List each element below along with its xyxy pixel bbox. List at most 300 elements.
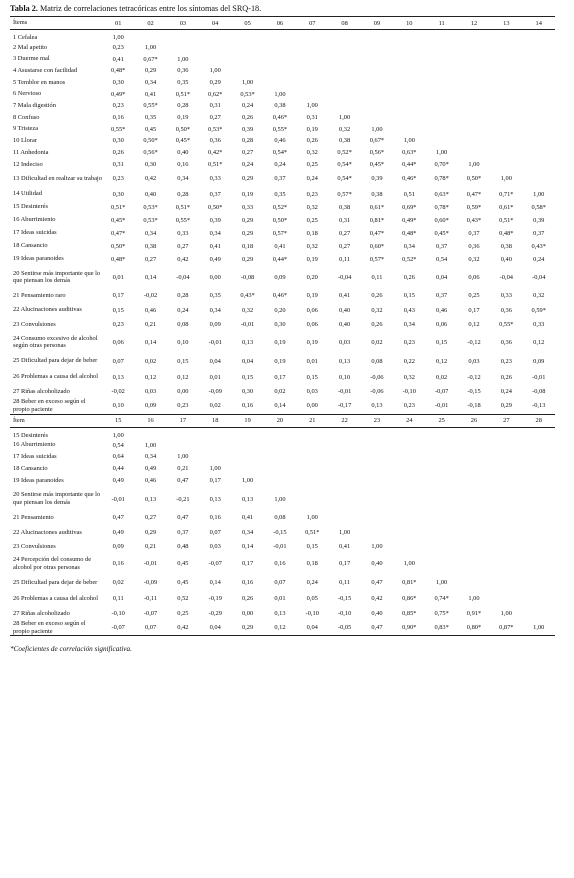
correlation-cell: 0,45 [177,560,189,568]
row-label: 10 Llorar [13,137,37,145]
correlation-cell [231,42,263,54]
correlation-cell: 0,19 [306,125,318,133]
correlation-cell: 0,00 [177,388,189,396]
column-header: 17 [179,417,187,425]
correlation-cell: 0,07 [274,579,286,587]
table-row [10,65,555,77]
correlation-cell [425,88,457,100]
correlation-cell: 0,16 [209,514,221,522]
correlation-cell: 0,10 [112,402,124,410]
correlation-cell: 0,21 [177,464,189,472]
column-header: 26 [470,417,478,425]
correlation-cell: 0,23 [403,338,415,346]
correlation-cell: 0,30 [274,321,286,329]
correlation-cell: 0,67* [369,137,385,145]
correlation-cell: 0,19 [274,357,286,365]
correlation-cell: 0,45* [111,216,126,224]
correlation-cell: 0,47* [466,190,482,198]
correlation-cell [393,42,425,54]
correlation-cell: 0,24 [177,306,189,314]
correlation-cell [264,65,296,77]
table-caption [10,3,568,16]
correlation-cell: 0,25 [177,609,189,617]
correlation-cell: 0,28 [241,137,254,145]
correlation-cell: 0,49 [144,464,157,472]
correlation-cell [296,53,328,65]
table-row [10,227,555,240]
table-row [10,591,555,607]
column-header: 16 [147,417,154,425]
column-header: 14 [535,19,542,27]
correlation-cell: 0,54* [337,160,352,168]
correlation-cell [361,487,393,511]
correlation-cell: 0,11 [339,579,351,587]
correlation-cell [264,463,296,475]
correlation-cell: 0,23 [112,43,124,51]
correlation-cell: 0,80* [466,624,482,632]
correlation-cell: 0,12 [274,624,286,632]
correlation-cell [523,591,556,607]
correlation-cell: 1,00 [209,67,221,75]
correlation-cell [523,525,556,540]
correlation-cell: 0,51* [175,90,191,98]
correlation-cell [328,511,360,525]
table-row [10,553,555,575]
correlation-cell: 0,12 [144,373,157,381]
correlation-cell: 0,50* [111,242,126,250]
correlation-cell [199,451,231,463]
correlation-cell: 0,06 [306,306,318,314]
correlation-cell: 0,46 [144,306,157,314]
correlation-cell [296,77,328,89]
correlation-cell: 0,12 [533,338,545,346]
correlation-cell: 0,17 [468,306,480,314]
correlation-cell [490,439,522,451]
correlation-cell [393,463,425,475]
row-label: 15 Desinterés [13,431,48,439]
correlation-cell: 0,26 [500,373,512,381]
column-header: 11 [438,19,445,27]
row-label: 14 Utilidad [13,190,42,198]
column-header: 05 [244,19,251,27]
column-header: 22 [341,417,348,425]
table-row [10,525,555,540]
correlation-cell: 0,47 [177,514,189,522]
correlation-cell [296,42,328,54]
correlation-cell: 0,46* [402,175,417,183]
correlation-cell: 0,18 [306,560,318,568]
correlation-cell: 0,08 [371,357,383,365]
correlation-cell [425,511,457,525]
correlation-cell: 0,11 [371,273,383,281]
correlation-cell: 0,37 [177,528,189,536]
correlation-cell: 0,70* [434,160,449,168]
correlation-cell [199,427,231,439]
correlation-cell [458,135,490,147]
correlation-cell: 0,24 [306,175,318,183]
correlation-cell [425,77,457,89]
correlation-cell [199,439,231,451]
correlation-cell [231,53,263,65]
column-header: 03 [179,19,187,27]
correlation-cell: 0,52 [177,595,189,603]
correlation-cell [361,112,393,124]
table-row [10,398,555,414]
table-row [10,318,555,331]
correlation-cell: 0,38 [500,242,512,250]
correlation-cell [264,427,296,439]
correlation-cell: 0,41 [144,90,157,98]
correlation-cell [296,487,328,511]
correlation-cell: 0,15 [436,338,448,346]
correlation-cell: 0,33 [500,292,512,300]
correlation-cell: -0,15 [273,528,287,536]
table-title: Matriz de correlaciones tetracóricas entre los síntomas del SRQ-18. [37,4,262,13]
correlation-cell: 0,11 [112,595,124,603]
correlation-cell [523,451,556,463]
correlation-cell: 1,00 [468,160,480,168]
correlation-cell: 0,31 [209,102,221,110]
correlation-cell [425,427,457,439]
correlation-cell: 0,14 [241,542,254,550]
correlation-cell: -0,07 [143,609,158,617]
correlation-cell: 0,24 [500,388,512,396]
correlation-cell: 0,32 [339,125,351,133]
correlation-cell: 0,34 [209,229,221,237]
correlation-cell [393,487,425,511]
correlation-cell: 0,42 [144,175,157,183]
correlation-cell: 1,00 [371,542,383,550]
correlation-cell [458,42,490,54]
correlation-cell: 0,49* [111,90,126,98]
correlation-cell: 0,43* [240,292,255,300]
correlation-cell [393,100,425,112]
correlation-cell: 0,39 [371,175,383,183]
correlation-cell: 0,41 [112,55,124,63]
correlation-cell: 0,16 [241,579,254,587]
correlation-table [10,16,555,636]
table-row [10,253,555,266]
correlation-cell [490,511,522,525]
correlation-cell: 0,53* [240,90,255,98]
correlation-cell [523,575,556,591]
correlation-cell [231,427,263,439]
column-header: 12 [470,19,478,27]
correlation-cell: 0,42 [371,595,383,603]
correlation-cell [458,30,490,42]
correlation-cell [458,451,490,463]
correlation-cell [490,42,522,54]
correlation-cell [361,427,393,439]
correlation-cell: 0,21 [144,321,157,329]
correlation-cell: -0,09 [143,579,158,587]
correlation-cell: -0,18 [467,402,481,410]
correlation-cell [458,511,490,525]
correlation-cell [361,65,393,77]
table-row [10,607,555,620]
correlation-cell [458,147,490,159]
row-label: 3 Duerme mal [13,55,50,63]
correlation-cell [231,451,263,463]
correlation-cell [425,463,457,475]
correlation-cell: 0,78* [434,203,449,211]
correlation-cell: 0,37 [436,292,448,300]
correlation-cell: 0,58* [531,203,546,211]
correlation-cell [458,575,490,591]
correlation-cell: 0,19 [306,338,318,346]
row-label: 7 Mala digestión [13,102,56,110]
correlation-cell: 0,15 [306,373,318,381]
correlation-cell [523,65,556,77]
correlation-cell [425,135,457,147]
column-header: 02 [147,19,154,27]
correlation-cell [393,30,425,42]
correlation-cell: 0,81* [369,216,385,224]
correlation-cell: 0,33 [533,321,545,329]
correlation-cell: 0,83* [434,624,449,632]
table-row [10,266,555,290]
correlation-cell: 0,40 [339,306,351,314]
correlation-cell: 0,08 [177,321,189,329]
correlation-cell: 0,26 [241,114,254,122]
correlation-cell: -0,07 [208,560,222,568]
row-label: 12 Indeciso [13,160,43,168]
correlation-cell [393,439,425,451]
correlation-cell [490,158,522,170]
correlation-cell: -0,07 [434,388,449,396]
correlation-cell: 0,39 [533,216,545,224]
correlation-cell: 0,35 [177,79,189,86]
correlation-cell [264,53,296,65]
table-row [10,369,555,385]
correlation-cell: 0,19 [177,114,189,122]
correlation-cell: 0,36 [468,242,480,250]
row-label: 8 Confuso [13,113,40,121]
correlation-cell [361,474,393,487]
correlation-cell: 0,40 [144,190,157,198]
correlation-cell [490,53,522,65]
correlation-cell: 0,28 [177,102,189,110]
correlation-cell: 0,27 [241,149,254,157]
correlation-cell [231,30,263,42]
correlation-cell [458,112,490,124]
correlation-cell: 1,00 [533,624,545,632]
correlation-cell: 0,35 [274,190,286,198]
correlation-cell: 0,16 [177,160,189,168]
correlation-cell: -0,01 [532,373,546,381]
correlation-cell [328,100,360,112]
correlation-cell [361,525,393,540]
correlation-cell [425,451,457,463]
correlation-cell [199,53,231,65]
correlation-cell [523,42,556,54]
correlation-cell: 0,51* [175,203,191,211]
correlation-cell: 0,26 [403,273,415,281]
row-label: 2 Mal apetito [13,43,48,51]
correlation-cell: 0,40 [339,321,351,329]
correlation-cell: 0,51 [403,190,415,198]
correlation-cell [296,427,328,439]
correlation-cell [393,53,425,65]
correlation-cell [328,474,360,487]
correlation-cell: 0,53* [143,203,158,211]
row-label: 6 Nervioso [13,90,42,98]
correlation-cell: -0,07 [111,624,125,632]
correlation-cell: 0,44 [112,464,124,472]
row-label: 26 Problemas a causa del alcohol [13,373,99,381]
correlation-cell: 0,15 [112,306,124,314]
table-row [10,88,555,100]
correlation-cell [523,112,556,124]
correlation-cell: 0,29 [241,229,254,237]
correlation-cell: 0,19 [241,190,254,198]
correlation-cell: 0,34 [209,306,221,314]
column-header: 01 [115,19,122,27]
correlation-cell [458,540,490,553]
correlation-cell: -0,01 [240,321,255,329]
table-footnote: *Coeficientes de correlación significativa. [10,645,132,654]
correlation-cell [523,427,556,439]
correlation-cell: 0,62* [208,90,223,98]
correlation-cell: 0,56* [143,149,158,157]
correlation-cell [523,463,556,475]
correlation-cell: 0,33 [241,203,254,211]
correlation-cell: 0,55* [272,125,288,133]
correlation-cell [328,487,360,511]
correlation-cell: 0,10 [339,373,351,381]
correlation-cell: 0,40 [177,149,189,157]
correlation-cell: 0,55* [175,216,191,224]
correlation-cell: 0,61* [369,203,385,211]
table-row [10,302,555,318]
correlation-cell [393,451,425,463]
correlation-cell: 0,51* [111,203,126,211]
correlation-cell [361,88,393,100]
correlation-cell: 0,32 [468,255,480,263]
correlation-cell: 0,25 [468,292,480,300]
correlation-cell: 0,42 [177,255,189,263]
correlation-cell [167,439,199,451]
correlation-cell [328,30,360,42]
correlation-cell: 0,63* [434,190,449,198]
row-label: 18 Cansancio [13,464,48,472]
correlation-cell [490,451,522,463]
correlation-cell [425,30,457,42]
correlation-cell: 0,52* [272,203,288,211]
correlation-cell [328,65,360,77]
row-label: 1 Cefalea [13,34,38,41]
correlation-cell [523,135,556,147]
correlation-cell: 0,02 [144,357,157,365]
correlation-cell: -0,12 [467,373,481,381]
row-label: 17 Ideas suicidas [13,229,57,237]
correlation-cell: -0,15 [337,595,352,603]
row-label: 25 Dificultad para dejar de beber [13,357,98,365]
correlation-cell: 0,34 [177,175,189,183]
correlation-cell: 0,41 [339,292,351,300]
correlation-cell: 0,04 [436,273,448,281]
document-page [10,3,568,653]
column-header-item: Ítems [13,19,28,27]
correlation-cell: 0,20 [306,273,318,281]
column-header: 24 [406,417,413,425]
correlation-cell: 0,13 [241,338,254,346]
correlation-cell: 0,23 [112,102,124,110]
correlation-cell [523,170,556,188]
correlation-cell: 0,34 [144,229,157,237]
correlation-cell [296,463,328,475]
correlation-cell [328,88,360,100]
correlation-cell [167,427,199,439]
correlation-cell: 0,16 [112,114,124,122]
correlation-cell: 0,38 [371,190,383,198]
correlation-cell: 0,50* [175,125,191,133]
correlation-cell: 0,46 [436,306,448,314]
correlation-cell: -0,10 [337,609,352,617]
correlation-cell: 0,33 [209,175,221,183]
correlation-cell [458,463,490,475]
table-row [10,331,555,353]
correlation-cell [523,147,556,159]
correlation-cell: 0,53* [143,216,158,224]
correlation-cell: -0,05 [337,624,352,632]
correlation-cell: 0,25 [306,216,318,224]
correlation-cell: 1,00 [533,190,545,198]
column-header: 21 [309,417,316,425]
correlation-cell: 0,27 [144,514,157,522]
correlation-cell: 0,36 [209,137,221,145]
correlation-cell [199,42,231,54]
correlation-cell: 0,16 [241,402,254,410]
correlation-cell: 0,26 [112,149,124,157]
correlation-cell: 0,41 [274,242,286,250]
correlation-cell: 0,03 [209,542,221,550]
correlation-cell: 1,00 [112,34,124,42]
correlation-cell: 0,08 [274,514,286,522]
correlation-cell: 0,55* [143,102,158,110]
correlation-cell [490,591,522,607]
correlation-cell: 0,27 [339,242,351,250]
correlation-cell: 0,00 [209,273,221,281]
correlation-cell: 0,23 [112,321,124,329]
correlation-cell: 0,45 [177,579,189,587]
table-row [10,53,555,65]
correlation-cell: 0,13 [241,495,254,503]
correlation-cell: 0,21 [144,542,157,550]
correlation-cell [361,100,393,112]
correlation-cell: 0,52* [337,149,352,157]
correlation-cell: 0,12 [436,357,448,365]
correlation-cell: 1,00 [274,90,286,98]
correlation-cell [425,112,457,124]
correlation-cell: -0,01 [273,542,287,550]
correlation-cell [264,42,296,54]
correlation-cell: 0,46* [272,114,288,122]
correlation-cell: 0,01 [209,373,221,381]
correlation-cell: 0,81* [402,579,417,587]
column-header: 09 [373,19,381,27]
correlation-cell [264,30,296,42]
correlation-cell [231,463,263,475]
row-label: 11 Anhedonia [13,148,49,156]
correlation-cell: 0,30 [144,160,157,168]
correlation-cell: 0,29 [241,624,254,632]
table-row [10,463,555,475]
correlation-cell: 0,55* [499,321,514,329]
column-header: 13 [503,19,510,27]
correlation-cell: -0,29 [208,609,222,617]
correlation-cell: 0,48 [177,542,189,550]
